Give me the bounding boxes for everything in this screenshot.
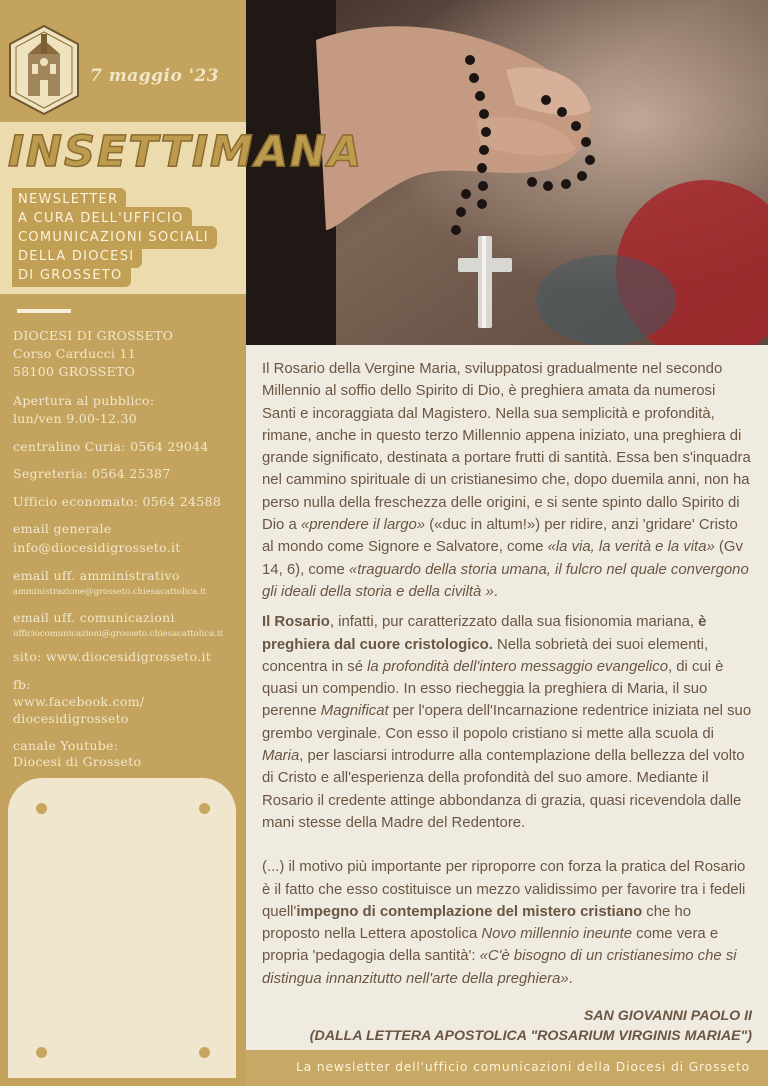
diocese-logo (8, 24, 80, 116)
footer-text: La newsletter dell'ufficio comunicazioni della Diocesi di Grosseto (295, 1059, 750, 1074)
contact-curia: centralino Curia: 0564 29044 (13, 439, 209, 454)
article-body (262, 358, 752, 990)
email-comm-link[interactable]: ufficiocomunicazioni@grosseto.chiesacattolica.it (13, 629, 224, 639)
contact-hours-label: Apertura al pubblico: (13, 393, 155, 408)
youtube-link[interactable]: Diocesi di Grosseto (13, 754, 142, 769)
tagline-line-4: DELLA DIOCESI (12, 245, 142, 268)
contact-hours: lun/ven 9.00-12.30 (13, 411, 138, 426)
card-dot-top-right (199, 803, 210, 814)
article-paragraph-3: (...) il motivo più importante per riproporre con forza la pratica del Rosario è il fatto che esso costituisce un mezzo validissimo per favorire tra i fedeli quell'impegno di contemplazione del mistero cristiano che ho proposto nella Lettera apostolica Novo millennio ineunte come vera e propria 'pedagogia della santità': «C'è bisogno di un cristianesimo che si distingua innanzitutto nell'arte della preghiera». (262, 859, 746, 987)
signature-author: SAN GIOVANNI PAOLO II (583, 1008, 752, 1024)
email-comm-label: email uff. comunicazioni (13, 610, 175, 625)
facebook-link-line-1[interactable]: www.facebook.com/ (13, 694, 145, 709)
contact-city: 58100 GROSSETO (13, 364, 136, 379)
tagline-line-2: A CURA DELL'UFFICIO (12, 207, 192, 230)
sidebar-divider (17, 309, 71, 313)
issue-date: 7 maggio '23 (90, 66, 220, 86)
facebook-label: fb: (13, 677, 31, 692)
facebook-link-line-2[interactable]: diocesidigrosseto (13, 711, 129, 726)
tagline-line-3: COMUNICAZIONI SOCIALI (12, 226, 217, 249)
contact-economato: Ufficio economato: 0564 24588 (13, 494, 222, 509)
website-link[interactable]: sito: www.diocesidigrosseto.it (13, 649, 212, 664)
contact-segreteria: Segreteria: 0564 25387 (13, 466, 171, 481)
contact-org: DIOCESI DI GROSSETO (13, 328, 174, 343)
footer-bar (246, 1050, 768, 1086)
card-dot-top-left (36, 803, 47, 814)
contact-street: Corso Carducci 11 (13, 346, 137, 361)
article-paragraph-2: Il Rosario, infatti, pur caratterizzato dalla sua fisionomia mariana, è preghiera dal cuore cristologico. Nella sobrietà dei suoi elementi, concentra in sé la profondità dell'intero messaggio evangelico, di cui è quasi un compendio. In esso riecheggia la preghiera di Maria, il suo perenne Magnificat per l'opera dell'Incarnazione redentrice iniziata nel suo grembo verginale. Con esso il popolo cristiano si mette alla scuola di Maria, per lasciarsi introdurre alla contemplazione della bellezza del volto di Cristo e all'esperienza della profondità del suo amore. Mediante il Rosario il credente attinge abbondanza di grazia, quasi ricevendola dalle mani stesse della Madre del Redentore. (262, 614, 752, 831)
email-general-link[interactable]: info@diocesidigrosseto.it (13, 540, 181, 555)
article-signature (310, 1006, 752, 1046)
sidebar-card (8, 778, 236, 1078)
signature-source: (DALLA LETTERA APOSTOLICA "ROSARIUM VIRGINIS MARIAE") (309, 1028, 752, 1044)
email-general-label: email generale (13, 521, 112, 536)
article-paragraph-1: Il Rosario della Vergine Maria, sviluppatosi gradualmente nel secondo Millennio al soffio dello Spirito di Dio, è preghiera amata da numerosi Santi e incoraggiata dal Magistero. Nella sua semplicità e profondità, rimane, anche in questo terzo Millennio appena iniziato, una preghiera di grande significato, destinata a portare frutti di santità. Essa ben s'inquadra nel cammino spirituale di un cristianesimo che, dopo duemila anni, non ha perso nulla della freschezza delle origini, e si sente spinto dallo Spirito di Dio a «prendere il largo» («duc in altum!») per ridire, anzi 'gridare' Cristo al mondo come Signore e Salvatore, come «la via, la verità e la vita» (Gv 14, 6), come «traguardo della storia umana, il fulcro nel quale convergono gli ideali della storia e della civiltà ». (262, 361, 751, 600)
email-admin-label: email uff. amministrativo (13, 568, 180, 583)
youtube-label: canale Youtube: (13, 738, 119, 753)
card-dot-bottom-right (199, 1047, 210, 1058)
card-dot-bottom-left (36, 1047, 47, 1058)
email-admin-link[interactable]: amministrazione@grosseto.chiesacattolica.it (13, 587, 207, 597)
masthead-title: INSETTIMANA (8, 127, 364, 177)
tagline-line-1: NEWSLETTER (12, 188, 126, 211)
tagline-line-5: DI GROSSETO (12, 264, 131, 287)
